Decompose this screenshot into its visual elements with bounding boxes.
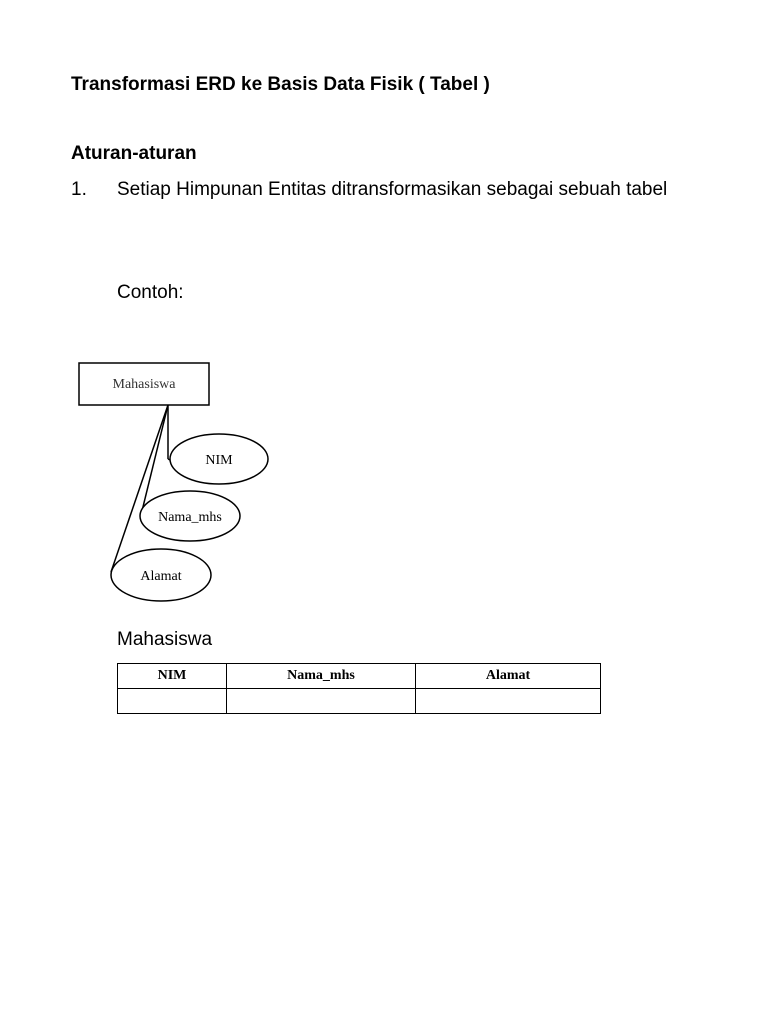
rule-text: Setiap Himpunan Entitas ditransformasikan sebagai sebuah tabel [117, 179, 668, 200]
entity-label: Mahasiswa [112, 377, 176, 392]
example-label: Contoh: [117, 282, 184, 303]
page-title: Transformasi ERD ke Basis Data Fisik ( Tabel ) [71, 74, 490, 95]
column-header-nim: NIM [118, 664, 227, 689]
entity-table [117, 663, 601, 714]
table-cell [416, 689, 601, 714]
section-heading: Aturan-aturan [71, 143, 197, 164]
table-header-row [118, 664, 601, 689]
attribute-nim-label: NIM [205, 453, 233, 468]
table-row [118, 689, 601, 714]
table-title: Mahasiswa [117, 629, 213, 650]
table-cell [118, 689, 227, 714]
attribute-nama-mhs-label: Nama_mhs [158, 510, 222, 525]
connector-alamat [111, 405, 168, 572]
table-cell [227, 689, 416, 714]
attribute-alamat-label: Alamat [140, 569, 182, 584]
column-header-nama-mhs: Nama_mhs [227, 664, 416, 689]
column-header-alamat: Alamat [416, 664, 601, 689]
rule-number: 1. [71, 179, 87, 200]
